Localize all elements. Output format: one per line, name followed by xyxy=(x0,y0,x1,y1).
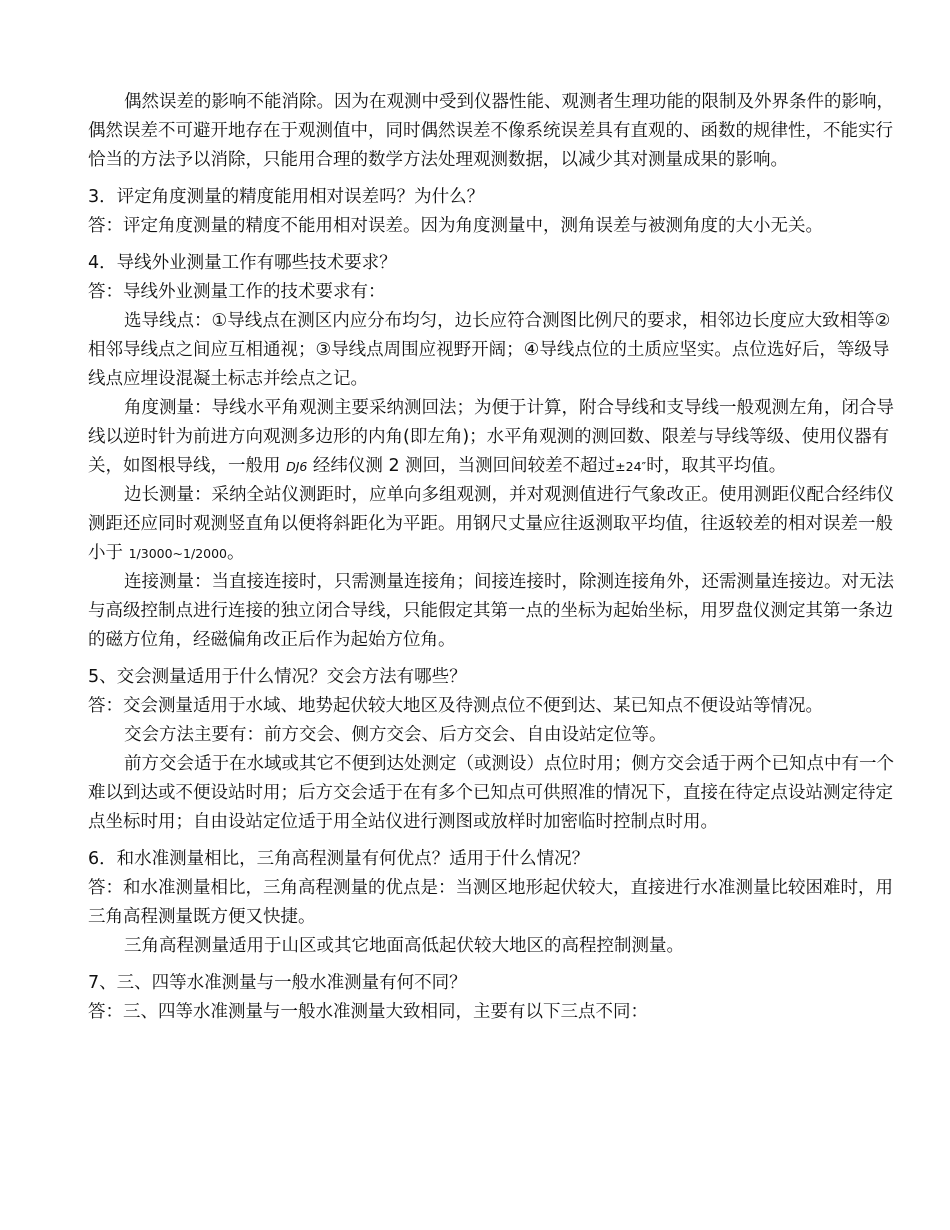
document-page xyxy=(88,88,898,1027)
paragraph-intersection-methods: 交会方法主要有：前方交会、侧方交会、后方交会、自由设站定位等。 xyxy=(124,725,667,745)
paragraph-angle-measurement xyxy=(88,394,898,481)
answer-3: 答：评定角度测量的精度不能用相对误差。因为角度测量中，测角误差与被测角度的大小无关。 xyxy=(88,216,823,236)
paragraph-trig-leveling: 三角高程测量适用于山区或其它地面高低起伏较大地区的高程控制测量。 xyxy=(124,936,684,956)
answer-6: 答：和水准测量相比，三角高程测量的优点是：当测区地形起伏较大，直接进行水准测量比较困难时，用三角高程测量既方便又快捷。 xyxy=(88,878,893,927)
angle-limit: ±24″ xyxy=(615,459,647,474)
question-3: 3．评定角度测量的精度能用相对误差吗？为什么？ xyxy=(88,187,485,207)
question-6: 6．和水准测量相比，三角高程测量有何优点？适用于什么情况？ xyxy=(88,849,590,869)
paragraph-select-points: 选导线点：①导线点在测区内应分布均匀，边长应符合测图比例尺的要求，相邻边长度应大致相等②相邻导线点之间应互相通视；③导线点周围应视野开阔；④导线点位的土质应坚实。点位选好后，等级导线点应埋设混凝土标志并绘点之记。 xyxy=(88,311,891,389)
answer-5: 答：交会测量适用于水域、地势起伏较大地区及待测点位不便到达、某已知点不便设站等情况。 xyxy=(88,696,823,716)
answer-4: 答：导线外业测量工作的技术要求有： xyxy=(88,282,386,302)
paragraph-connection-measurement: 连接测量：当直接连接时，只需测量连接角；间接连接时，除测连接角外，还需测量连接边。对无法与高级控制点进行连接的独立闭合导线，只能假定其第一点的坐标为起始坐标，用罗盘仪测定其第一条边的磁方位角，经磁偏角改正后作为起始方位角。 xyxy=(88,572,894,650)
question-5: 5、交会测量适用于什么情况？交会方法有哪些？ xyxy=(88,667,467,687)
angle-text-c: 时，取其平均值。 xyxy=(646,456,787,476)
paragraph-distance-measurement xyxy=(88,481,898,568)
question-7: 7、三、四等水准测量与一般水准测量有何不同？ xyxy=(88,973,467,993)
angle-text-b: 经纬仪测 2 测回，当测回间较差不超过 xyxy=(307,456,616,476)
paragraph-intersection-usage: 前方交会适于在水域或其它不便到达处测定（或测设）点位时用；侧方交会适于两个已知点中有一个难以到达或不便设站时用；后方交会适于在有多个已知点可供照准的情况下，直接在待定点设站测定待定点坐标时用；自由设站定位适于用全站仪进行测图或放样时加密临时控制点时用。 xyxy=(88,754,894,832)
answer-7: 答：三、四等水准测量与一般水准测量大致相同，主要有以下三点不同： xyxy=(88,1002,648,1022)
relative-error-ratio: 1/3000~1/2000 xyxy=(128,546,228,561)
angle-text-a: 角度测量：导线水平角观测主要采纳测回法；为便于计算，附合导线和支导线一般观测左角，闭合导线以逆时针为前进方向观测多边形的内角(即左角)；水平角观测的测回数、限差与导线等级、使用仪器有关，如图根导线，一般用 xyxy=(88,398,894,476)
paragraph-random-error: 偶然误差的影响不能消除。因为在观测中受到仪器性能、观测者生理功能的限制及外界条件的影响，偶然误差不可避开地存在于观测值中，同时偶然误差不像系统误差具有直观的、函数的规律性，不能实行恰当的方法予以消除，只能用合理的数学方法处理观测数据，以减少其对测量成果的影响。 xyxy=(88,92,894,170)
instrument-dj6: DJ6 xyxy=(286,459,308,474)
distance-text-b: 。 xyxy=(227,543,245,563)
distance-text-a: 边长测量：采纳全站仪测距时，应单向多组观测，并对观测值进行气象改正。使用测距仪配合经纬仪测距还应同时观测竖直角以便将斜距化为平距。用钢尺丈量应往返测取平均值，往返较差的相对误差一般小于 xyxy=(88,485,894,563)
question-4: 4．导线外业测量工作有哪些技术要求？ xyxy=(88,253,397,273)
